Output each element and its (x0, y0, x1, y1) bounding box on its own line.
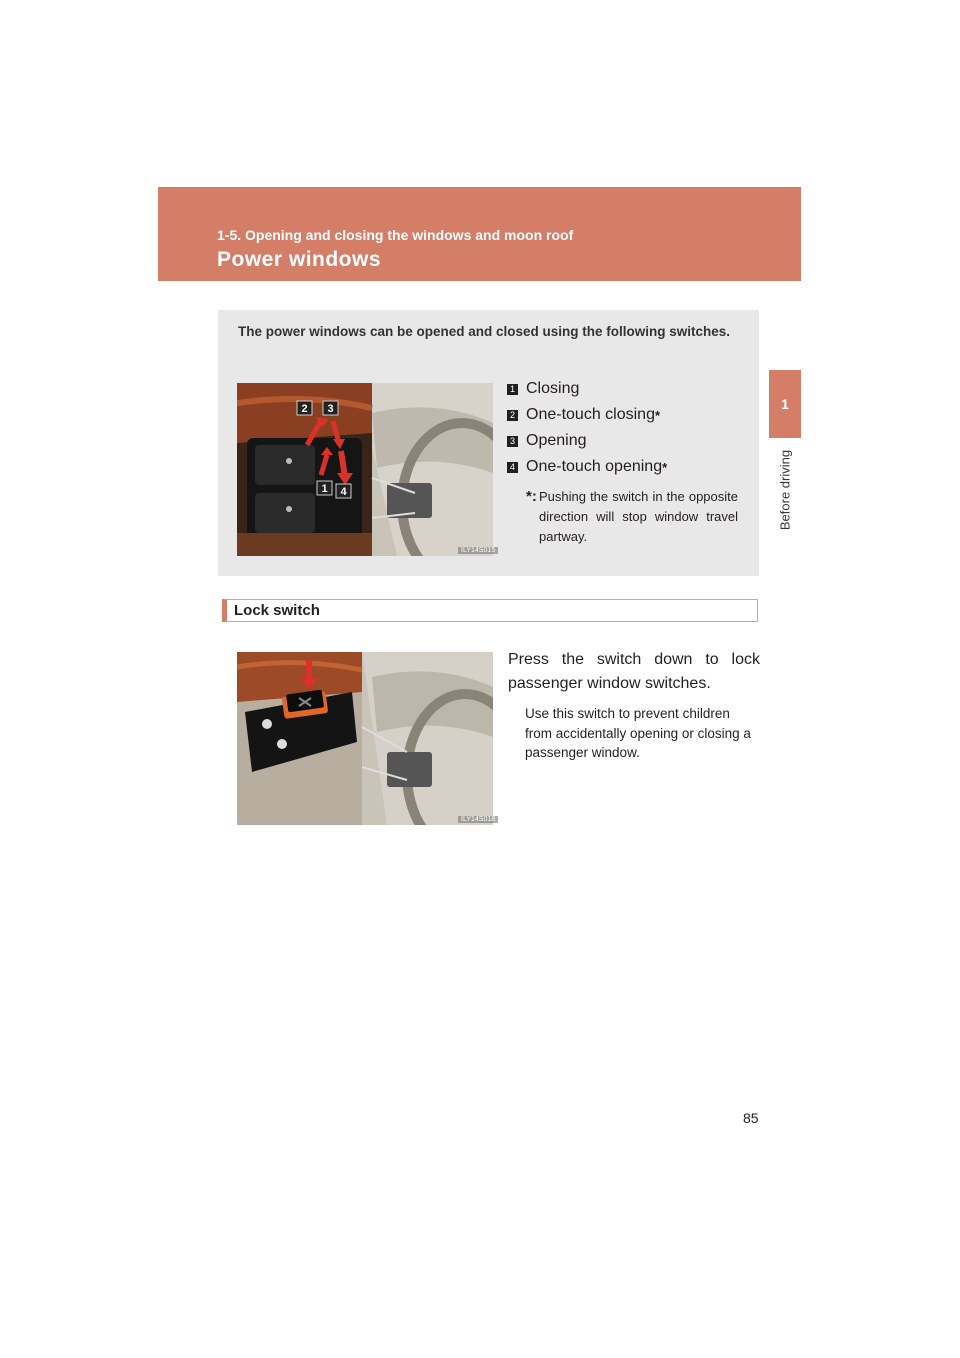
number-2-icon: 2 (507, 410, 518, 421)
chapter-tab[interactable]: 1 (769, 370, 801, 438)
figure-code: ILY14S015 (458, 547, 498, 554)
lock-switch-text: Press the switch down to lock passenger window switches. (508, 651, 760, 692)
list-item-closing (507, 378, 579, 400)
callout-2: 2 (301, 403, 308, 415)
list-item-one-touch-opening (507, 456, 667, 478)
lock-switch-heading: Lock switch (222, 599, 758, 622)
callout-3: 3 (327, 403, 334, 415)
figure-code: ILY14S018 (458, 816, 498, 823)
item-label: Opening (526, 432, 587, 449)
list-item-opening (507, 430, 587, 452)
footnote-mark: *: (526, 488, 537, 505)
chapter-label: Before driving (777, 449, 793, 531)
asterisk: * (662, 459, 668, 475)
list-item-one-touch-closing (507, 404, 660, 426)
footnote-text: Pushing the switch in the opposite direction will stop window travel partway. (539, 489, 738, 544)
item-label: One-touch closing (526, 406, 655, 423)
item-label: One-touch opening (526, 458, 663, 475)
callout-4: 4 (340, 486, 347, 498)
lock-switch-photo (237, 652, 493, 825)
callout-1: 1 (321, 483, 328, 495)
section-label: 1-5. Opening and closing the windows and moon roof (217, 227, 574, 243)
item-label: Closing (526, 380, 580, 397)
number-4-icon: 4 (507, 462, 518, 473)
number-1-icon: 1 (507, 384, 518, 395)
window-switch-photo (237, 383, 493, 556)
footnote (526, 487, 738, 547)
number-3-icon: 3 (507, 436, 518, 447)
page-number: 85 (743, 1110, 759, 1126)
lock-switch-note: Use this switch to prevent children from accidentally opening or closing a passenger window. (525, 706, 751, 760)
asterisk: * (654, 407, 661, 423)
intro-text: The power windows can be opened and closed using the following switches. (238, 324, 731, 339)
page-title: Power windows (217, 248, 382, 271)
